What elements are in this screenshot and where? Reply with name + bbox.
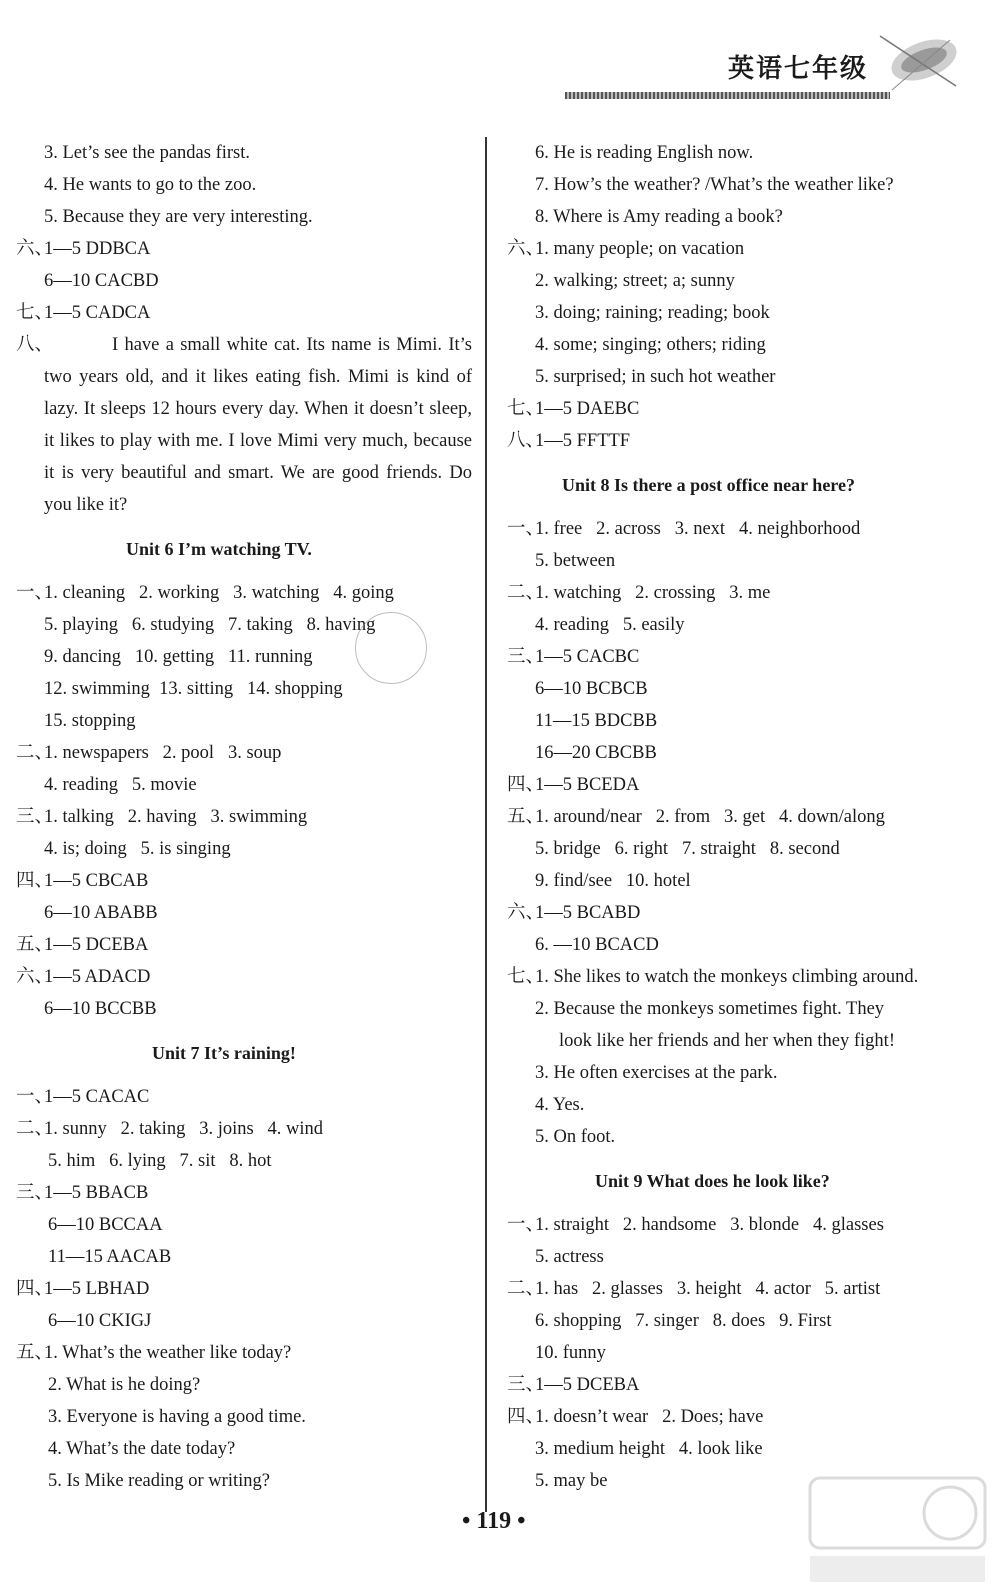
answer-text: 3. He often exercises at the park. [535, 1063, 778, 1083]
answer-line [507, 1337, 977, 1369]
answer-line [507, 513, 977, 545]
section-label: 四、 [16, 1279, 54, 1299]
answer-text: look like her friends and her when they fight! [559, 1031, 895, 1051]
answer-text: 1—5 CADCA [44, 303, 151, 323]
answer-line [16, 961, 478, 993]
answer-line [507, 1433, 977, 1465]
answer-text: 4. He wants to go to the zoo. [44, 175, 257, 195]
answer-line [507, 545, 977, 577]
unit-heading: Unit 7 It’s raining! [152, 1043, 296, 1063]
header-rule [565, 92, 890, 99]
answer-line [507, 425, 977, 457]
answer-text: 6. shopping 7. singer 8. does 9. First [535, 1311, 832, 1331]
answer-line [16, 1113, 478, 1145]
section-label: 四、 [507, 1407, 545, 1427]
answer-text: 5. between [535, 551, 616, 571]
answer-text: 4. some; singing; others; riding [535, 335, 766, 355]
watermark-mark [200, 1298, 320, 1358]
section-label: 二、 [16, 1119, 54, 1139]
answer-text: 11—15 BDCBB [535, 711, 658, 731]
section-label: 六、 [16, 239, 54, 259]
answer-text: 1—5 CBCAB [44, 871, 149, 891]
answer-line [16, 233, 478, 265]
answer-text: 16—20 CBCBB [535, 743, 657, 763]
section-label: 四、 [16, 871, 54, 891]
answer-line [16, 993, 478, 1025]
answer-text: 1. talking 2. having 3. swimming [44, 807, 308, 827]
answer-text: 1—5 BCABD [535, 903, 641, 923]
answer-line [16, 833, 478, 865]
answer-text: 2. walking; street; a; sunny [535, 271, 735, 291]
section-label: 三、 [16, 1183, 54, 1203]
answer-line [507, 673, 977, 705]
section-label: 五、 [507, 807, 545, 827]
answer-text: 7. How’s the weather? /What’s the weather like? [535, 175, 894, 195]
answer-line [507, 1369, 977, 1401]
answer-text: 1. straight 2. handsome 3. blonde 4. glasses [535, 1215, 884, 1235]
answer-line [507, 329, 977, 361]
answer-line [507, 1209, 977, 1241]
unit-heading: Unit 9 What does he look like? [595, 1171, 830, 1191]
answer-line [16, 1209, 478, 1241]
answer-text: 5. him 6. lying 7. sit 8. hot [48, 1151, 272, 1171]
answer-text: 6—10 BCBCB [535, 679, 648, 699]
left-column [16, 137, 478, 1497]
answer-line [507, 865, 977, 897]
section-label: 一、 [16, 583, 54, 603]
section-label: 二、 [507, 583, 545, 603]
answer-text: 1. watching 2. crossing 3. me [535, 583, 771, 603]
answer-line [507, 201, 977, 233]
right-column [507, 137, 977, 1497]
answer-line [507, 265, 977, 297]
answer-text: 5. Is Mike reading or writing? [48, 1471, 270, 1491]
answer-text: 5. bridge 6. right 7. straight 8. second [535, 839, 840, 859]
unit-heading: Unit 8 Is there a post office near here? [562, 475, 855, 495]
answer-line [16, 1081, 478, 1113]
answer-text: 3. Let’s see the pandas first. [44, 143, 251, 163]
answer-line [507, 897, 977, 929]
answer-text: 6. —10 BCACD [535, 935, 659, 955]
site-watermark-logo [800, 1468, 995, 1588]
answer-text: 1. many people; on vacation [535, 239, 745, 259]
answer-text: 5. actress [535, 1247, 604, 1267]
answer-line [507, 1273, 977, 1305]
answer-line [507, 169, 977, 201]
answer-line [507, 641, 977, 673]
answer-line [507, 961, 977, 993]
answer-line [507, 929, 977, 961]
answer-line [507, 577, 977, 609]
answer-line [16, 897, 478, 929]
section-label: 五、 [16, 1343, 54, 1363]
answer-line [16, 577, 478, 609]
answer-text: 1—5 CACAC [44, 1087, 150, 1107]
answer-text: 1—5 FFTTF [535, 431, 631, 451]
answer-text: 5. may be [535, 1471, 608, 1491]
answer-line [507, 1305, 977, 1337]
answer-line [507, 1057, 977, 1089]
section-label: 八、 [16, 335, 54, 355]
answer-text: 1. free 2. across 3. next 4. neighborhood [535, 519, 861, 539]
answer-text: 4. reading 5. easily [535, 615, 685, 635]
answer-text: 6—10 CACBD [44, 271, 159, 291]
answer-line [16, 297, 478, 329]
section-label: 七、 [16, 303, 54, 323]
answer-line [507, 297, 977, 329]
answer-text: 4. What’s the date today? [48, 1439, 236, 1459]
answer-text: 1—5 BBACB [44, 1183, 149, 1203]
answer-text: 1—5 BCEDA [535, 775, 640, 795]
answer-line [507, 1401, 977, 1433]
book-title: 英语七年级 [728, 54, 869, 84]
answer-text: 12. swimming 13. sitting 14. shopping [44, 679, 343, 699]
section-label: 五、 [16, 935, 54, 955]
answer-text: 5. Because they are very interesting. [44, 207, 313, 227]
answer-text: 15. stopping [44, 711, 136, 731]
section-label: 一、 [507, 1215, 545, 1235]
answer-text: 9. find/see 10. hotel [535, 871, 691, 891]
answer-text: 1—5 ADACD [44, 967, 151, 987]
answer-line [16, 1145, 478, 1177]
answer-line [16, 137, 478, 169]
answer-text: 6—10 CKIGJ [48, 1311, 152, 1331]
answer-line [16, 169, 478, 201]
answer-text: 1—5 DCEBA [44, 935, 149, 955]
answer-text: 1—5 CACBC [535, 647, 640, 667]
answer-line [507, 993, 977, 1025]
answer-line [507, 801, 977, 833]
answer-text: 4. is; doing 5. is singing [44, 839, 231, 859]
section-label: 一、 [507, 519, 545, 539]
section-label: 六、 [507, 903, 545, 923]
section-label: 一、 [16, 1087, 54, 1107]
answer-line [16, 1465, 478, 1497]
answer-line [16, 1241, 478, 1273]
answer-text: 10. funny [535, 1343, 606, 1363]
answer-text: 8. Where is Amy reading a book? [535, 207, 783, 227]
answer-text: 3. doing; raining; reading; book [535, 303, 770, 323]
section-label: 二、 [507, 1279, 545, 1299]
section-label: 八、 [507, 431, 545, 451]
answer-line [16, 1433, 478, 1465]
section-label: 六、 [16, 967, 54, 987]
answer-text: 1. around/near 2. from 3. get 4. down/along [535, 807, 885, 827]
answer-line [507, 769, 977, 801]
answer-line [507, 833, 977, 865]
answer-text: 1. has 2. glasses 3. height 4. actor 5. artist [535, 1279, 881, 1299]
answer-line [507, 1025, 977, 1057]
section-label: 三、 [507, 1375, 545, 1395]
section-label: 七、 [507, 967, 545, 987]
answer-line [507, 361, 977, 393]
answer-text: 3. medium height 4. look like [535, 1439, 763, 1459]
answer-line [16, 201, 478, 233]
answer-text: 1—5 LBHAD [44, 1279, 150, 1299]
answer-line [16, 737, 478, 769]
column-divider [485, 137, 487, 1512]
answer-line [507, 609, 977, 641]
answer-line [507, 1089, 977, 1121]
answer-line [507, 233, 977, 265]
answer-line [16, 1369, 478, 1401]
answer-text: 5. playing 6. studying 7. taking 8. having [44, 615, 376, 635]
answer-text: 5. On foot. [535, 1127, 616, 1147]
quill-decoration-icon [872, 30, 962, 94]
stamp-mark [355, 612, 427, 684]
answer-line [507, 737, 977, 769]
section-label: 三、 [507, 647, 545, 667]
answer-text: 2. Because the monkeys sometimes fight. They [535, 999, 885, 1019]
answer-text: 1—5 DCEBA [535, 1375, 640, 1395]
section-label: 二、 [16, 743, 54, 763]
answer-text: 2. What is he doing? [48, 1375, 201, 1395]
answer-text: 1. cleaning 2. working 3. watching 4. going [44, 583, 394, 603]
answer-line [507, 705, 977, 737]
answer-text: 9. dancing 10. getting 11. running [44, 647, 313, 667]
answer-text: 1. doesn’t wear 2. Does; have [535, 1407, 764, 1427]
answer-line [16, 1401, 478, 1433]
answer-line [16, 265, 478, 297]
answer-line [16, 1177, 478, 1209]
answer-line [16, 769, 478, 801]
answer-text: 1. sunny 2. taking 3. joins 4. wind [44, 1119, 324, 1139]
answer-text: 1—5 DAEBC [535, 399, 640, 419]
answer-text: 1. What’s the weather like today? [44, 1343, 292, 1363]
answer-text: 3. Everyone is having a good time. [48, 1407, 306, 1427]
section-label: 六、 [507, 239, 545, 259]
answer-line [16, 705, 478, 737]
answer-text: 4. reading 5. movie [44, 775, 197, 795]
answer-text: 4. Yes. [535, 1095, 585, 1115]
unit-heading: Unit 6 I’m watching TV. [126, 539, 312, 559]
section-label: 七、 [507, 399, 545, 419]
answer-line [16, 929, 478, 961]
essay-block [16, 329, 478, 521]
essay-text: I have a small white cat. Its name is Mimi. It’s two years old, and it likes eating fish. Mimi is kind of lazy. It sleeps 12 hours every day. When it doesn’t sleep, it likes to play with me. I love Mimi very much, because it is very beautiful and smart. We are good friends. Do you like it? [44, 335, 472, 515]
answer-text: 11—15 AACAB [48, 1247, 172, 1267]
page-number: • 119 • [462, 1508, 526, 1534]
answer-line [507, 137, 977, 169]
section-label: 三、 [16, 807, 54, 827]
answer-line [507, 1121, 977, 1153]
answer-text: 1. She likes to watch the monkeys climbing around. [535, 967, 919, 987]
answer-line [507, 1241, 977, 1273]
section-label: 四、 [507, 775, 545, 795]
answer-text: 6. He is reading English now. [535, 143, 754, 163]
answer-text: 1. newspapers 2. pool 3. soup [44, 743, 282, 763]
answer-text: 6—10 BCCBB [44, 999, 157, 1019]
answer-text: 6—10 ABABB [44, 903, 158, 923]
answer-text: 1—5 DDBCA [44, 239, 151, 259]
answer-line [16, 865, 478, 897]
answer-text: 6—10 BCCAA [48, 1215, 163, 1235]
answer-line [16, 801, 478, 833]
answer-text: 5. surprised; in such hot weather [535, 367, 776, 387]
answer-line [507, 393, 977, 425]
